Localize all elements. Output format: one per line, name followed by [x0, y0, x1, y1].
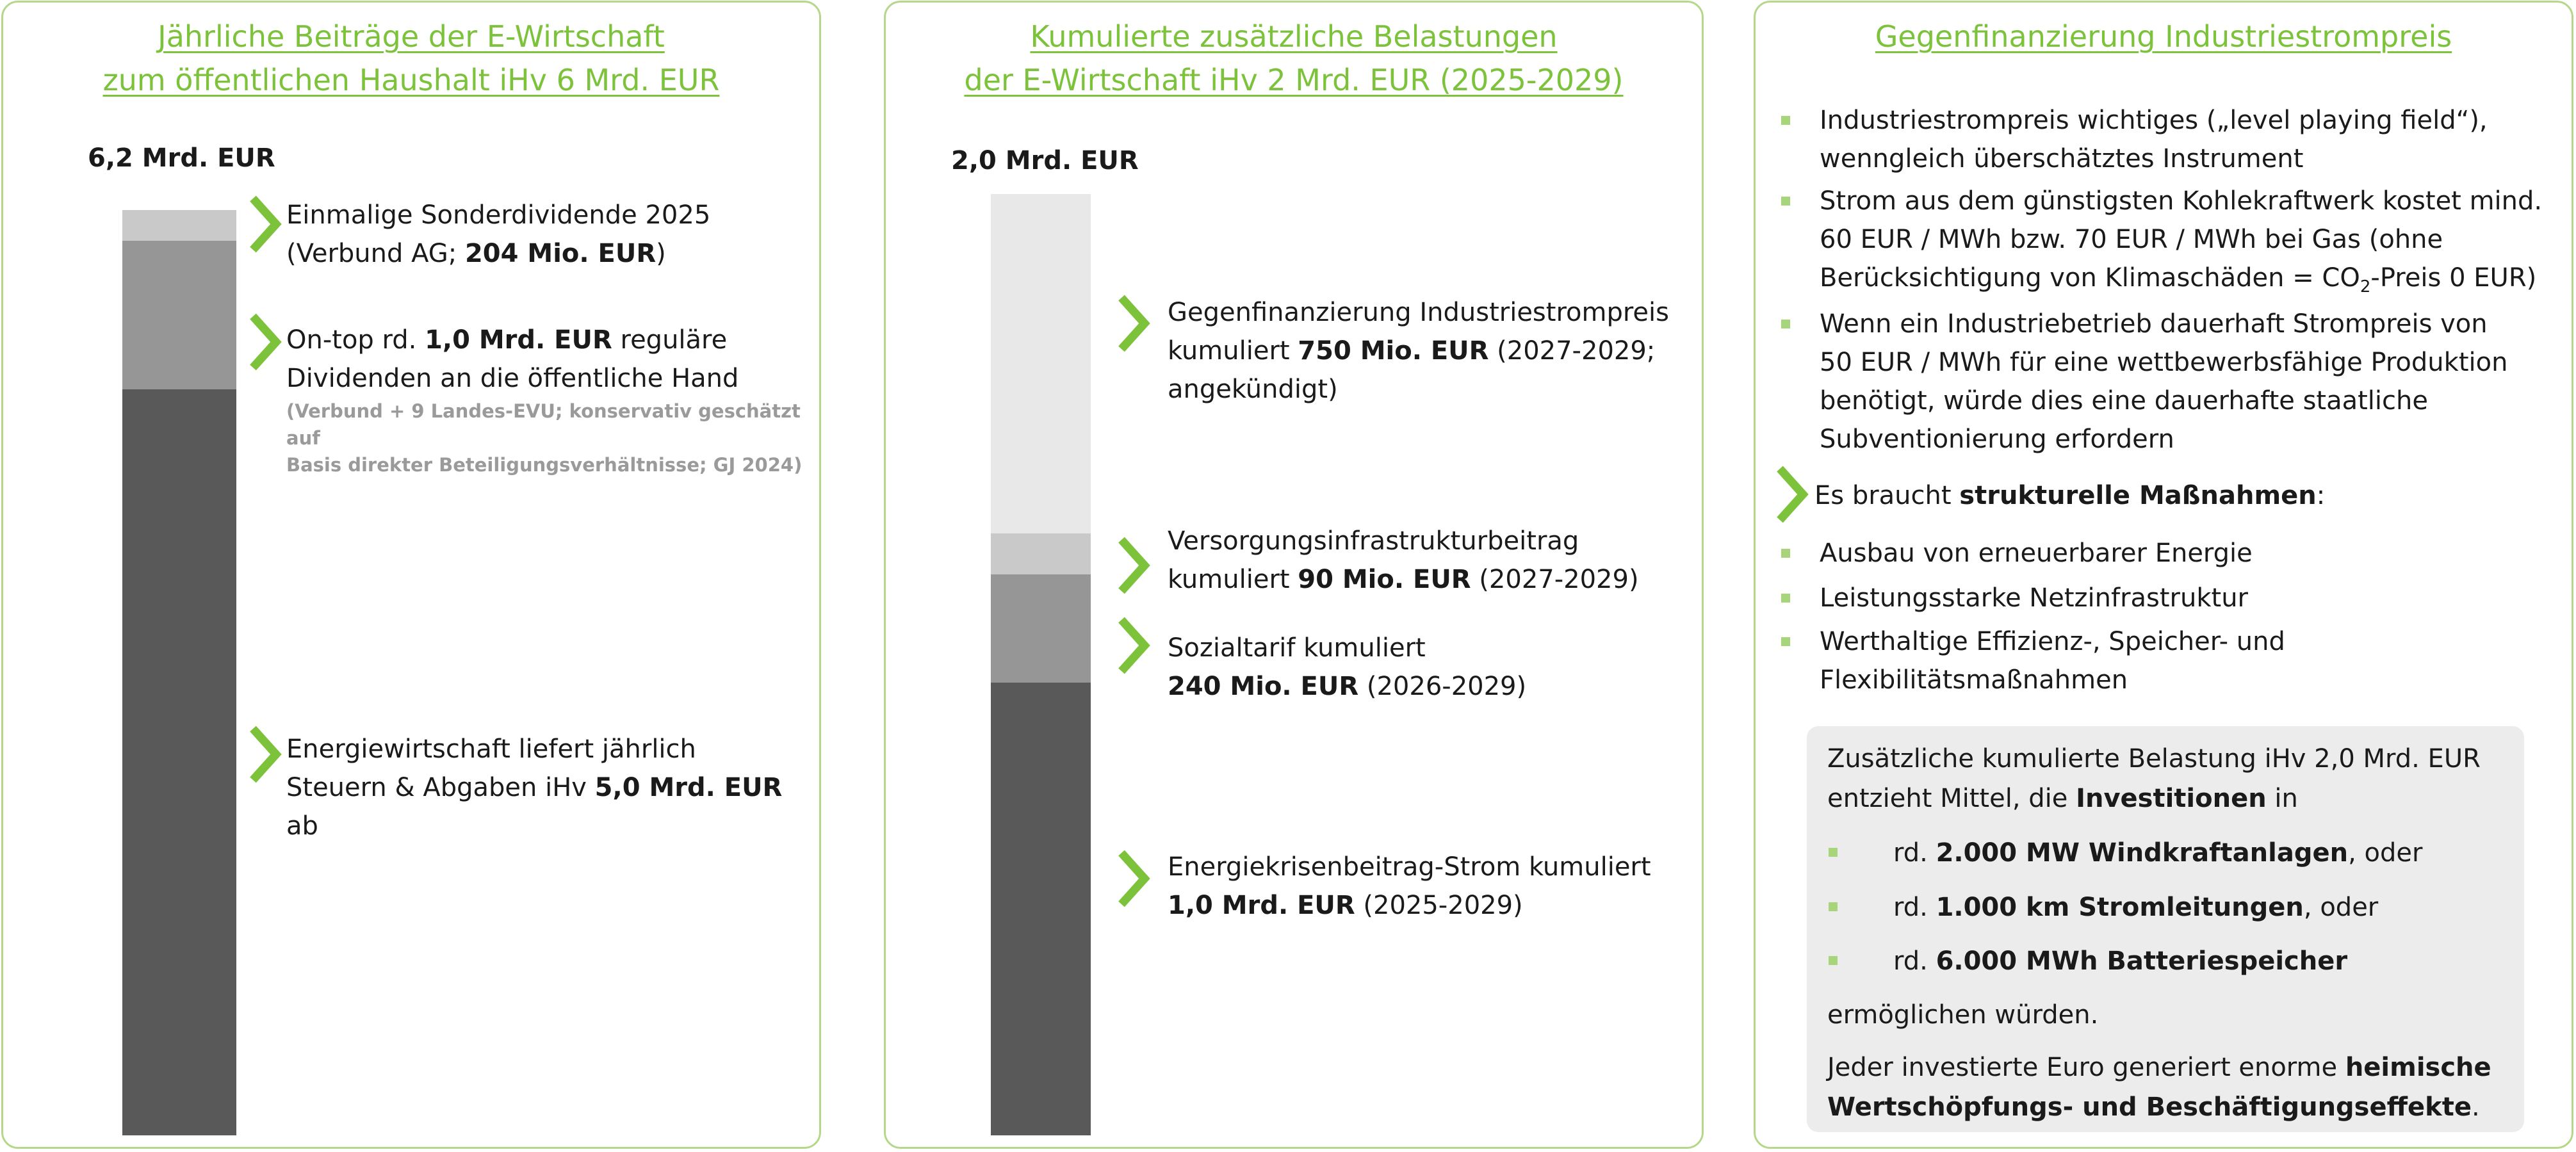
info-text: Jeder investierte Euro generiert enorme heimische: [1827, 1053, 2491, 1082]
bar-segment: [991, 533, 1091, 574]
info-text: ermöglichen würden.: [1827, 1000, 2099, 1030]
label-sozialtarif: Sozialtarif kumuliert 240 Mio. EUR (2026-2029): [1168, 633, 1527, 701]
bar-total-label: 2,0 Mrd. EUR: [951, 146, 1139, 175]
bar-segment: [122, 241, 236, 390]
square-bullet-icon: [1829, 848, 1838, 857]
panel-title-line1: Kumulierte zusätzliche Belastungen: [1030, 19, 1558, 54]
chevron-right-icon: [1115, 616, 1153, 675]
bar-segment: [991, 194, 1091, 533]
panel-cumulative-burdens: [884, 1, 1704, 1149]
label-energiekrisenbeitrag: Energiekrisenbeitrag-Strom kumuliert 1,0 Mrd. EUR (2025-2029): [1168, 852, 1651, 920]
label-taxes: Energiewirtschaft liefert jährlich Steuern & Abgaben iHv 5,0 Mrd. EUR ab: [286, 734, 783, 841]
square-bullet-icon: [1781, 320, 1790, 329]
chevron-right-icon: [247, 312, 285, 371]
square-bullet-icon: [1781, 197, 1790, 206]
panel-title: Gegenfinanzierung Industriestrompreis: [1875, 19, 2452, 54]
chevron-right-icon: [1773, 465, 1812, 524]
square-bullet-icon: [1781, 637, 1790, 646]
chevron-right-icon: [1115, 294, 1153, 353]
chevron-right-icon: [247, 195, 285, 254]
label-industriestrompreis: Gegenfinanzierung Industriestrompreis kumuliert 750 Mio. EUR (2027-2029; angekündigt): [1168, 298, 1669, 404]
square-bullet-icon: [1829, 902, 1838, 911]
chevron-right-icon: [247, 725, 285, 784]
investment-info-box: Zusätzliche kumulierte Belastung iHv 2,0 Mrd. EUR entzieht Mittel, die Investitionen in rd. 2.000 MW Windkraftanlagen, oder rd. 1.000 km Stromleitungen, oder rd. 6.000 MWh Batteriespeicher ermöglichen würden. Jeder investierte Euro generiert enorme heimische Wertschöpfungs- und Beschäftigungseffekte.: [1807, 726, 2524, 1132]
square-bullet-icon: [1781, 116, 1790, 125]
panel-title-line2: der E-Wirtschaft iHv 2 Mrd. EUR (2025-2029): [964, 63, 1624, 97]
bar-total-label: 6,2 Mrd. EUR: [88, 143, 275, 173]
label-versorgungsinfrastruktur: Versorgungsinfrastrukturbeitrag kumuliert 90 Mio. EUR (2027-2029): [1168, 526, 1639, 594]
label-sonderdividende: Einmalige Sonderdividende 2025 (Verbund AG; 204 Mio. EUR): [286, 200, 711, 268]
bar-segment: [122, 210, 236, 241]
info-text: Zusätzliche kumulierte Belastung iHv 2,0 Mrd. EUR: [1827, 744, 2481, 774]
label-dividends: On-top rd. 1,0 Mrd. EUR reguläre Dividenden an die öffentliche Hand: [286, 325, 739, 393]
panel-annual-contributions: [1, 1, 821, 1149]
bar-segment: [122, 389, 236, 1135]
panel-title-line1: Jährliche Beiträge der E-Wirtschaft: [158, 19, 665, 54]
square-bullet-icon: [1781, 549, 1790, 558]
chevron-right-icon: [1115, 849, 1153, 908]
bar-segment: [991, 574, 1091, 683]
label-dividends-note: (Verbund + 9 Landes-EVU; konservativ geschätzt auf Basis direkter Beteiligungsverhältnisse; GJ 2024): [286, 400, 803, 476]
chevron-right-icon: [1115, 536, 1153, 595]
square-bullet-icon: [1829, 956, 1838, 965]
panel-gegenfinanzierung: Gegenfinanzierung Industriestrompreis Industriestrompreis wichtiges („level playing field“), wenngleich überschätztes Instrument Strom aus dem günstigsten Kohlekraftwerk kostet mind. 60 EUR / MWh bzw. 70 EUR / MWh bei Gas (ohne Berücksichtigung von Klimaschäden = $CO_2$-Preis 0 EUR) Wenn ein Industriebetrieb dauerhaft Strompreis von 50 EUR / MWh für eine wettbewerbsfähige Produktion benötigt, würde dies eine dauerhafte staatliche Subventionierung erfordern Es braucht strukturelle Maßnahmen: Ausbau von erneuerbarer Energie Leistungsstarke Netzinfrastruktur Werthaltige Effizienz-, Speicher- und Flexibilitätsmaßnahmen Zusätzliche kumulierte Belastung iHv 2,0 Mrd. EUR entzieht Mittel, die Investitionen in rd. 2.000 MW Windkraftanlagen, oder rd. 1.000 km Stromleitungen, oder rd. 6.000 MWh Batteriespeicher ermöglichen würden. Jeder investierte Euro generiert enorme heimische Wertschöpfungs- und Beschäftigungseffekte.: [1754, 1, 2573, 1149]
panel-title-line2: zum öffentlichen Haushalt iHv 6 Mrd. EUR: [102, 63, 720, 97]
structural-measures-heading: Es braucht strukturelle Maßnahmen:: [1814, 481, 2326, 510]
info-text: Wertschöpfungs- und Beschäftigungseffekte.: [1827, 1092, 2480, 1122]
info-text: entzieht Mittel, die Investitionen in: [1827, 784, 2298, 813]
square-bullet-icon: [1781, 594, 1790, 603]
bar-segment: [991, 683, 1091, 1135]
